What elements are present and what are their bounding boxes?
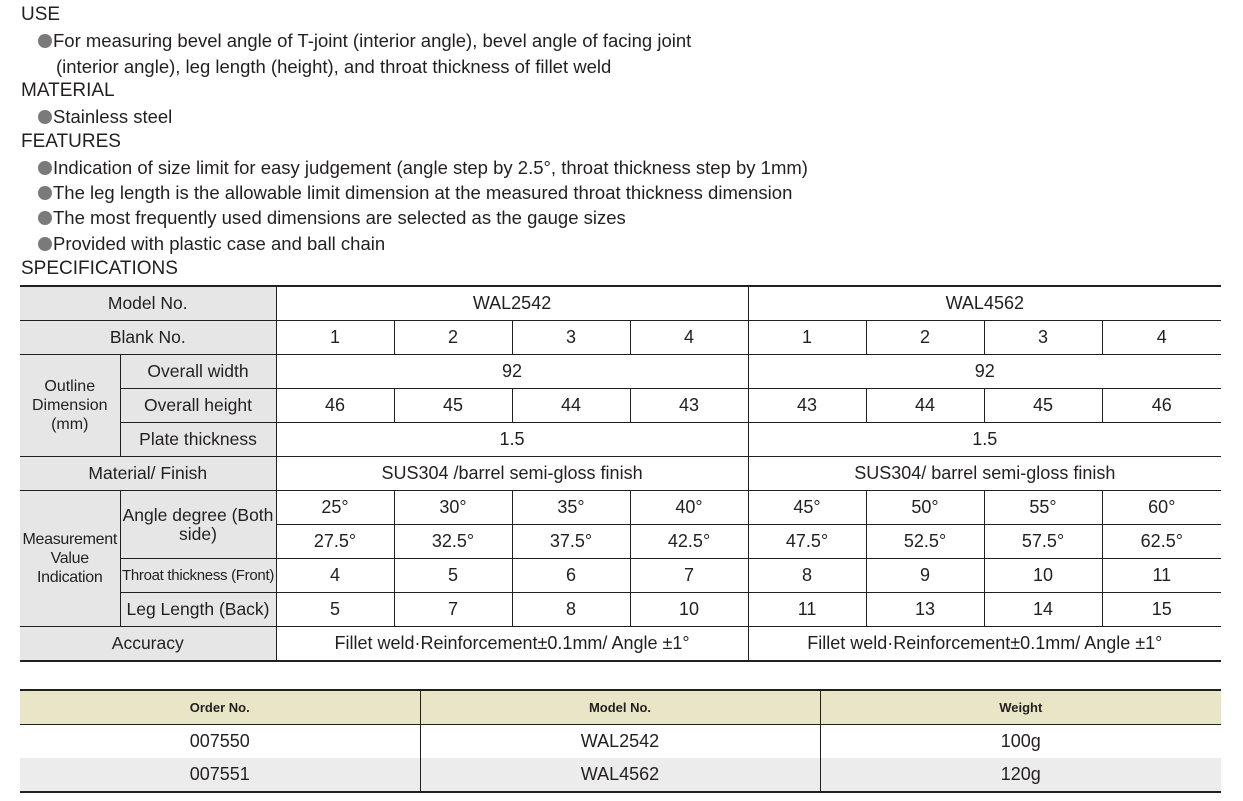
feature-text: The most frequently used dimensions are selected as the gauge sizes xyxy=(53,207,626,228)
use-bullet xyxy=(38,29,691,53)
angle-value: 40° xyxy=(630,491,748,525)
bullet-icon xyxy=(38,237,52,251)
angle-value: 45° xyxy=(748,491,866,525)
angle-value: 37.5° xyxy=(512,525,630,559)
overall-height-value: 46 xyxy=(276,389,394,423)
plate-thickness-value: 1.5 xyxy=(748,423,1221,457)
throat-thickness-row xyxy=(20,559,1221,593)
throat-value: 9 xyxy=(866,559,984,593)
specifications-heading: SPECIFICATIONS xyxy=(21,258,178,279)
leg-value: 8 xyxy=(512,593,630,627)
leg-value: 10 xyxy=(630,593,748,627)
angle-value: 60° xyxy=(1102,491,1221,525)
leg-length-label: Leg Length (Back) xyxy=(120,593,276,627)
bullet-icon xyxy=(38,34,52,48)
bullet-icon xyxy=(38,110,52,124)
blank-value: 4 xyxy=(630,321,748,355)
overall-height-row xyxy=(20,389,1221,423)
material-finish-label: Material/ Finish xyxy=(20,457,276,491)
leg-value: 5 xyxy=(276,593,394,627)
overall-height-label: Overall height xyxy=(120,389,276,423)
blank-value: 3 xyxy=(512,321,630,355)
measurement-value-label: Measurement Value Indication xyxy=(20,491,120,627)
leg-length-row xyxy=(20,593,1221,627)
model-row xyxy=(20,286,1221,321)
bullet-icon xyxy=(38,186,52,200)
throat-value: 8 xyxy=(748,559,866,593)
blank-value: 3 xyxy=(984,321,1102,355)
feature-item xyxy=(38,181,792,205)
outline-dimension-label: Outline Dimension (mm) xyxy=(20,355,120,457)
model-no-header: Model No. xyxy=(420,690,820,725)
material-finish-value: SUS304/ barrel semi-gloss finish xyxy=(748,457,1221,491)
leg-value: 11 xyxy=(748,593,866,627)
angle-value: 50° xyxy=(866,491,984,525)
blank-value: 1 xyxy=(276,321,394,355)
overall-width-label: Overall width xyxy=(120,355,276,389)
angle-value: 30° xyxy=(394,491,512,525)
angle-value: 47.5° xyxy=(748,525,866,559)
blank-label: Blank No. xyxy=(20,321,276,355)
overall-height-value: 45 xyxy=(984,389,1102,423)
throat-value: 6 xyxy=(512,559,630,593)
blank-row xyxy=(20,321,1221,355)
weight-cell: 120g xyxy=(820,758,1221,792)
overall-height-value: 44 xyxy=(866,389,984,423)
feature-text: The leg length is the allowable limit dimension at the measured throat thickness dimension xyxy=(53,182,793,203)
angle-value: 42.5° xyxy=(630,525,748,559)
leg-value: 14 xyxy=(984,593,1102,627)
use-line-1: For measuring bevel angle of T-joint (interior angle), bevel angle of facing joint xyxy=(53,30,692,51)
angle-value: 25° xyxy=(276,491,394,525)
blank-value: 1 xyxy=(748,321,866,355)
angle-value: 57.5° xyxy=(984,525,1102,559)
angle-value: 62.5° xyxy=(1102,525,1221,559)
feature-item xyxy=(38,156,808,180)
angle-value: 27.5° xyxy=(276,525,394,559)
material-finish-value: SUS304 /barrel semi-gloss finish xyxy=(276,457,748,491)
order-no-cell: 007550 xyxy=(189,731,250,751)
overall-width-row xyxy=(20,355,1221,389)
use-heading: USE xyxy=(21,4,61,25)
model-label: Model No. xyxy=(20,286,276,321)
accuracy-label: Accuracy xyxy=(20,627,276,662)
order-no-header: Order No. xyxy=(20,690,420,725)
plate-thickness-label: Plate thickness xyxy=(120,423,276,457)
plate-thickness-value: 1.5 xyxy=(276,423,748,457)
weight-header: Weight xyxy=(820,690,1221,725)
overall-height-value: 45 xyxy=(394,389,512,423)
bullet-icon xyxy=(38,211,52,225)
blank-value: 2 xyxy=(866,321,984,355)
overall-width-value: 92 xyxy=(276,355,748,389)
material-bullet xyxy=(38,105,172,129)
bullet-icon xyxy=(38,161,52,175)
overall-width-value: 92 xyxy=(748,355,1221,389)
leg-value: 7 xyxy=(394,593,512,627)
angle-value: 55° xyxy=(984,491,1102,525)
blank-value: 4 xyxy=(1102,321,1221,355)
overall-height-value: 44 xyxy=(512,389,630,423)
model-value: WAL2542 xyxy=(276,286,748,321)
feature-text: Provided with plastic case and ball chain xyxy=(53,233,386,254)
angle-value: 32.5° xyxy=(394,525,512,559)
model-no-cell: WAL4562 xyxy=(420,758,820,792)
throat-thickness-label: Throat thickness (Front) xyxy=(120,559,276,593)
feature-item xyxy=(38,206,626,230)
overall-height-value: 43 xyxy=(748,389,866,423)
material-heading: MATERIAL xyxy=(21,80,115,101)
throat-value: 10 xyxy=(984,559,1102,593)
leg-value: 13 xyxy=(866,593,984,627)
angle-value: 52.5° xyxy=(866,525,984,559)
throat-value: 11 xyxy=(1102,559,1221,593)
angle-value: 35° xyxy=(512,491,630,525)
weight-cell: 100g xyxy=(820,725,1221,759)
accuracy-value: Fillet weld·Reinforcement±0.1mm/ Angle ±1° xyxy=(276,627,748,662)
model-no-cell: WAL2542 xyxy=(420,725,820,759)
specifications-table xyxy=(20,285,1221,662)
feature-text: Indication of size limit for easy judgement (angle step by 2.5°, throat thickness step by 1mm) xyxy=(53,157,808,178)
feature-item xyxy=(38,232,385,256)
use-line-2: (interior angle), leg length (height), and throat thickness of fillet weld xyxy=(56,56,612,77)
model-value: WAL4562 xyxy=(748,286,1221,321)
order-table xyxy=(20,689,1221,793)
overall-height-value: 43 xyxy=(630,389,748,423)
material-finish-row xyxy=(20,457,1221,491)
order-no-cell: 007551 xyxy=(20,758,420,792)
features-heading: FEATURES xyxy=(21,131,121,152)
plate-thickness-row xyxy=(20,423,1221,457)
angle-degree-label: Angle degree (Both side) xyxy=(120,491,276,559)
material-line-1: Stainless steel xyxy=(53,106,173,127)
throat-value: 5 xyxy=(394,559,512,593)
accuracy-value: Fillet weld·Reinforcement±0.1mm/ Angle ±1° xyxy=(748,627,1221,662)
accuracy-row xyxy=(20,627,1221,662)
table-row xyxy=(20,758,1221,792)
order-header-row xyxy=(20,690,1221,725)
leg-value: 15 xyxy=(1102,593,1221,627)
blank-value: 2 xyxy=(394,321,512,355)
table-row xyxy=(20,725,1221,759)
angle-row-1 xyxy=(20,491,1221,525)
throat-value: 7 xyxy=(630,559,748,593)
throat-value: 4 xyxy=(276,559,394,593)
overall-height-value: 46 xyxy=(1102,389,1221,423)
